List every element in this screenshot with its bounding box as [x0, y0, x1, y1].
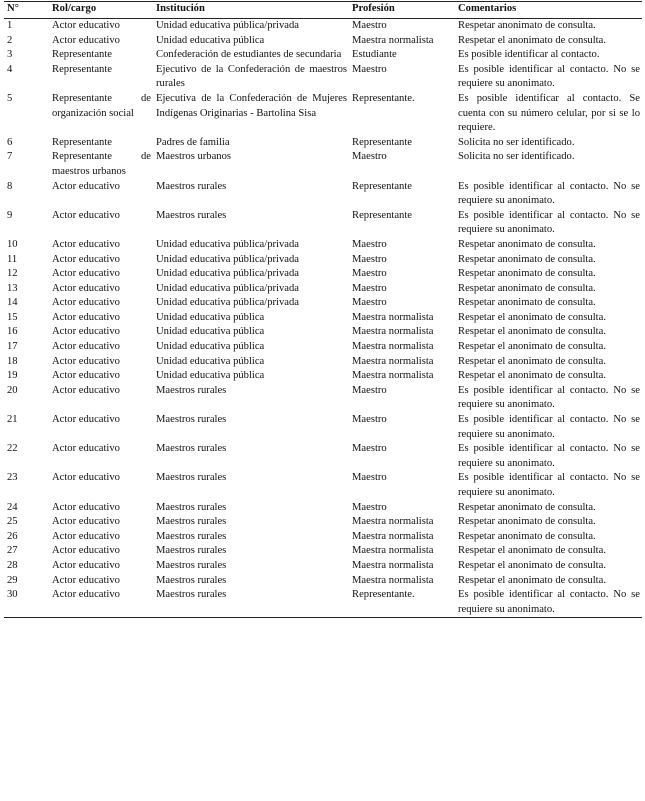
cell-comments: Respetar anonimato de consulta.: [458, 501, 596, 513]
header-row: [4, 2, 642, 19]
cell-number: 12: [7, 268, 18, 280]
cell-role: Representante de maestros urbanos: [52, 151, 151, 177]
cell-role: Actor educativo: [52, 559, 120, 571]
cell-institution: Padres de familia: [156, 136, 230, 148]
cell-institution: Unidad educativa pública: [156, 311, 265, 323]
cell-number: 29: [7, 574, 18, 586]
cell-profession: Maestro: [352, 414, 387, 426]
cell-role: Actor educativo: [52, 20, 120, 31]
table-row: [4, 238, 642, 253]
cell-profession: Maestra normalista: [352, 545, 434, 557]
cell-profession: Maestro: [352, 501, 387, 513]
cell-profession: Estudiante: [352, 49, 397, 61]
cell-institution: Unidad educativa pública: [156, 34, 265, 46]
cell-comments: Es posible identificar al contacto. Se cuenta con su número celular, por si se lo requiere.: [458, 92, 640, 134]
cell-comments: Respetar el anonimato de consulta.: [458, 34, 606, 46]
cell-number: 28: [7, 559, 18, 571]
cell-institution: Confederación de estudiantes de secundaria: [156, 49, 342, 61]
cell-institution: Maestros rurales: [156, 384, 227, 396]
cell-comments: Respetar anonimato de consulta.: [458, 530, 596, 542]
cell-comments: Respetar anonimato de consulta.: [458, 253, 596, 265]
cell-comments: Es posible identificar al contacto. No se requiere su anonimato.: [458, 63, 640, 90]
cell-role: Actor educativo: [52, 414, 120, 426]
cell-number: 8: [7, 180, 13, 192]
table-row: [4, 471, 642, 500]
cell-role: Actor educativo: [52, 443, 120, 455]
cell-role: Actor educativo: [52, 209, 120, 221]
cell-institution: Maestros rurales: [156, 516, 227, 528]
cell-institution: Unidad educativa pública: [156, 370, 265, 382]
cell-comments: Es posible identificar al contacto. No se requiere su anonimato.: [458, 384, 640, 411]
cell-comments: Respetar el anonimato de consulta.: [458, 341, 606, 353]
table-row: [4, 267, 642, 282]
cell-profession: Maestro: [352, 282, 387, 294]
cell-number: 18: [7, 355, 18, 367]
cell-profession: Maestra normalista: [352, 370, 434, 382]
header-profession: Profesión: [352, 3, 395, 14]
cell-comments: Solicita no ser identificado.: [458, 136, 575, 148]
cell-institution: Maestros rurales: [156, 414, 227, 426]
cell-number: 16: [7, 326, 18, 338]
table-row: [4, 180, 642, 209]
cell-number: 24: [7, 501, 18, 513]
cell-role: Actor educativo: [52, 268, 120, 280]
cell-profession: Maestro: [352, 297, 387, 309]
table-row: [4, 150, 642, 179]
cell-institution: Unidad educativa pública/privada: [156, 268, 299, 280]
cell-number: 30: [7, 589, 18, 601]
cell-comments: Es posible identificar al contacto. No se requiere su anonimato.: [458, 180, 640, 207]
cell-institution: Maestros rurales: [156, 545, 227, 557]
cell-comments: Es posible identificar al contacto. No se requiere su anonimato.: [458, 589, 640, 615]
table-row: [4, 530, 642, 545]
cell-number: 4: [7, 63, 13, 75]
cell-comments: Es posible identificar al contacto. No se requiere su anonimato.: [458, 443, 640, 469]
cell-comments: Respetar anonimato de consulta.: [458, 297, 596, 309]
cell-number: 15: [7, 311, 18, 323]
table-row: [4, 209, 642, 238]
cell-role: Actor educativo: [52, 180, 120, 192]
table-body: [4, 19, 642, 618]
cell-profession: Maestro: [352, 20, 387, 31]
table-row: [4, 325, 642, 340]
table-row: [4, 369, 642, 384]
table-row: [4, 296, 642, 311]
cell-profession: Maestra normalista: [352, 574, 434, 586]
cell-institution: Ejecutiva de la Confederación de Mujeres Indígenas Originarias - Bartolina Sisa: [156, 92, 347, 119]
cell-institution: Unidad educativa pública/privada: [156, 253, 299, 265]
cell-institution: Unidad educativa pública/privada: [156, 238, 299, 250]
cell-profession: Maestro: [352, 63, 387, 75]
table-row: [4, 340, 642, 355]
cell-number: 2: [7, 34, 13, 46]
table-row: [4, 311, 642, 326]
table-row: [4, 384, 642, 413]
cell-profession: Maestra normalista: [352, 355, 434, 367]
cell-role: Actor educativo: [52, 253, 120, 265]
cell-institution: Maestros rurales: [156, 209, 227, 221]
cell-role: Actor educativo: [52, 472, 120, 484]
cell-comments: Respetar el anonimato de consulta.: [458, 545, 606, 557]
cell-profession: Representante: [352, 180, 413, 192]
cell-institution: Maestros urbanos: [156, 151, 232, 163]
cell-number: 10: [7, 238, 18, 250]
cell-comments: Es posible identificar al contacto. No se requiere su anonimato.: [458, 414, 640, 440]
cell-comments: Solicita no ser identificado.: [458, 151, 575, 163]
table-row: [4, 588, 642, 618]
cell-number: 7: [7, 151, 13, 163]
header-comments: Comentarios: [458, 3, 517, 14]
cell-role: Actor educativo: [52, 326, 120, 338]
table-row: [4, 136, 642, 151]
cell-number: 14: [7, 297, 18, 309]
cell-comments: Respetar anonimato de consulta.: [458, 282, 596, 294]
cell-role: Representante: [52, 136, 113, 148]
cell-institution: Maestros rurales: [156, 443, 227, 455]
cell-profession: Maestro: [352, 238, 387, 250]
cell-institution: Maestros rurales: [156, 574, 227, 586]
table-row: [4, 253, 642, 268]
table-row: [4, 574, 642, 589]
cell-number: 3: [7, 49, 13, 61]
cell-comments: Respetar el anonimato de consulta.: [458, 326, 606, 338]
cell-comments: Respetar anonimato de consulta.: [458, 516, 596, 528]
cell-institution: Maestros rurales: [156, 472, 227, 484]
cell-role: Representante: [52, 63, 113, 75]
cell-role: Actor educativo: [52, 530, 120, 542]
cell-institution: Maestros rurales: [156, 180, 227, 192]
table-row: [4, 19, 642, 34]
cell-institution: Maestros rurales: [156, 501, 227, 513]
cell-number: 5: [7, 92, 13, 104]
cell-institution: Unidad educativa pública/privada: [156, 297, 299, 309]
cell-comments: Respetar el anonimato de consulta.: [458, 311, 606, 323]
cell-profession: Maestra normalista: [352, 311, 434, 323]
cell-comments: Respetar el anonimato de consulta.: [458, 574, 606, 586]
cell-comments: Respetar anonimato de consulta.: [458, 20, 596, 31]
cell-profession: Maestra normalista: [352, 326, 434, 338]
cell-institution: Maestros rurales: [156, 559, 227, 571]
cell-number: 9: [7, 209, 13, 221]
cell-profession: Representante.: [352, 589, 415, 601]
cell-comments: Respetar anonimato de consulta.: [458, 238, 596, 250]
table-row: [4, 355, 642, 370]
cell-institution: Unidad educativa pública: [156, 341, 265, 353]
cell-role: Representante: [52, 49, 113, 61]
cell-profession: Maestro: [352, 253, 387, 265]
cell-number: 13: [7, 282, 18, 294]
cell-profession: Maestro: [352, 472, 387, 484]
cell-number: 23: [7, 472, 18, 484]
table-row: [4, 48, 642, 63]
cell-role: Actor educativo: [52, 501, 120, 513]
header-number: N°: [7, 3, 19, 14]
cell-role: Actor educativo: [52, 545, 120, 557]
table-row: [4, 559, 642, 574]
cell-institution: Maestros rurales: [156, 530, 227, 542]
table-row: [4, 282, 642, 297]
cell-role: Actor educativo: [52, 384, 120, 396]
cell-profession: Maestra normalista: [352, 34, 434, 46]
cell-number: 22: [7, 443, 18, 455]
cell-profession: Maestra normalista: [352, 559, 434, 571]
cell-profession: Representante: [352, 209, 413, 221]
cell-role: Actor educativo: [52, 341, 120, 353]
cell-number: 27: [7, 545, 18, 557]
cell-role: Actor educativo: [52, 311, 120, 323]
cell-comments: Respetar el anonimato de consulta.: [458, 370, 606, 382]
cell-role: Actor educativo: [52, 589, 120, 601]
cell-role: Actor educativo: [52, 238, 120, 250]
cell-number: 6: [7, 136, 13, 148]
cell-role: Actor educativo: [52, 370, 120, 382]
cell-number: 26: [7, 530, 18, 542]
cell-profession: Maestra normalista: [352, 341, 434, 353]
cell-number: 21: [7, 414, 18, 426]
cell-comments: Respetar el anonimato de consulta.: [458, 559, 606, 571]
cell-profession: Representante: [352, 136, 413, 148]
header-institution: Institución: [156, 3, 205, 14]
cell-institution: Unidad educativa pública: [156, 355, 265, 367]
cell-profession: Maestra normalista: [352, 530, 434, 542]
cell-role: Actor educativo: [52, 355, 120, 367]
cell-comments: Respetar anonimato de consulta.: [458, 268, 596, 280]
cell-role: Representante de organización social: [52, 92, 151, 119]
table-row: [4, 515, 642, 530]
cell-role: Actor educativo: [52, 34, 120, 46]
table-row: [4, 63, 642, 92]
cell-number: 20: [7, 384, 18, 396]
cell-institution: Unidad educativa pública: [156, 326, 265, 338]
cell-profession: Maestro: [352, 443, 387, 455]
cell-role: Actor educativo: [52, 282, 120, 294]
cell-number: 19: [7, 370, 18, 382]
cell-comments: Respetar el anonimato de consulta.: [458, 355, 606, 367]
cell-role: Actor educativo: [52, 297, 120, 309]
table-row: [4, 34, 642, 49]
cell-institution: Unidad educativa pública/privada: [156, 282, 299, 294]
cell-profession: Maestra normalista: [352, 516, 434, 528]
cell-profession: Representante.: [352, 92, 415, 104]
cell-profession: Maestro: [352, 384, 387, 396]
cell-number: 11: [7, 253, 18, 265]
cell-comments: Es posible identificar al contacto. No se requiere su anonimato.: [458, 472, 640, 498]
cell-institution: Ejecutivo de la Confederación de maestros rurales: [156, 63, 347, 90]
consultation-table: [4, 1, 642, 618]
table-row: [4, 442, 642, 471]
cell-number: 1: [7, 20, 13, 31]
cell-role: Actor educativo: [52, 516, 120, 528]
cell-number: 25: [7, 516, 18, 528]
cell-profession: Maestro: [352, 151, 387, 163]
table-row: [4, 501, 642, 516]
cell-profession: Maestro: [352, 268, 387, 280]
cell-number: 17: [7, 341, 18, 353]
cell-institution: Maestros rurales: [156, 589, 227, 601]
table-header: [4, 2, 642, 19]
header-role: Rol/cargo: [52, 3, 97, 14]
table-row: [4, 413, 642, 442]
cell-role: Actor educativo: [52, 574, 120, 586]
cell-institution: Unidad educativa pública/privada: [156, 20, 299, 31]
cell-comments: Es posible identificar al contacto.: [458, 49, 600, 61]
table-row: [4, 92, 642, 136]
table-row: [4, 544, 642, 559]
cell-comments: Es posible identificar al contacto. No se requiere su anonimato.: [458, 209, 640, 236]
